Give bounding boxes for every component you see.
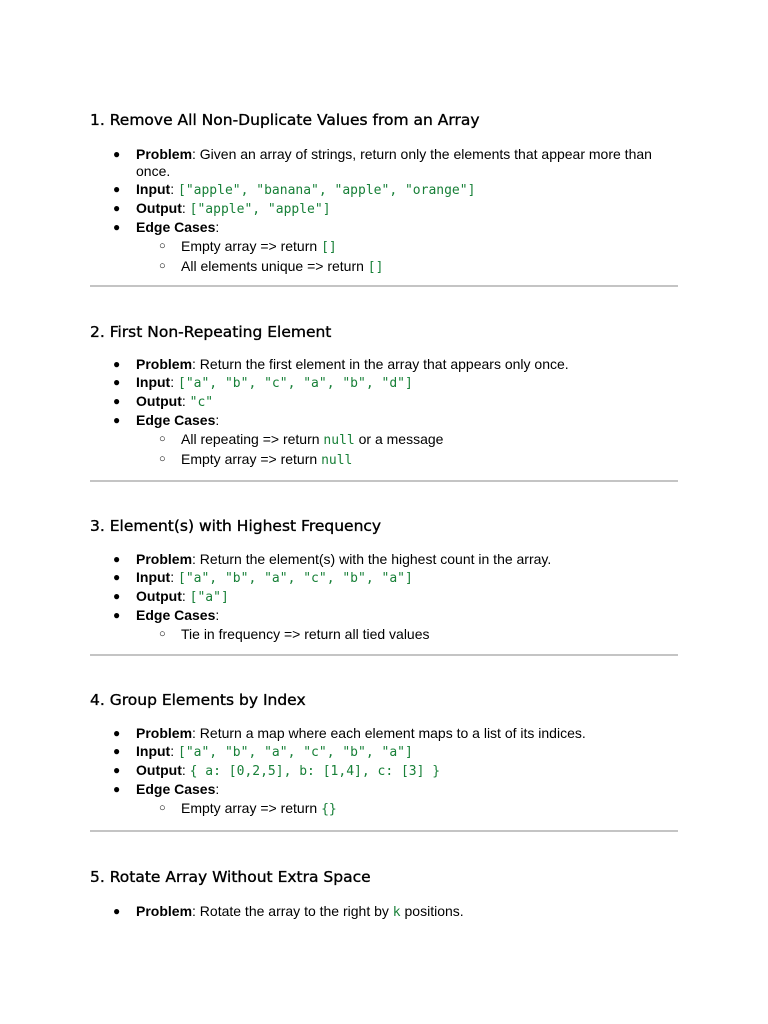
input-label: Input — [136, 181, 171, 197]
edge-cases-list — [136, 238, 680, 276]
output-item — [90, 762, 680, 780]
output-item — [90, 200, 680, 218]
input-code: ["apple", "banana", "apple", "orange"] — [178, 183, 476, 198]
section-4 — [90, 690, 680, 820]
edge-cases-label: Edge Cases — [136, 412, 216, 428]
edge-case-code: [] — [367, 260, 384, 275]
edge-cases-list — [136, 800, 680, 818]
section-title: 4. Group Elements by Index — [90, 691, 306, 709]
problem-text: : Return the element(s) with the highest count in the array. — [192, 551, 552, 567]
edge-case-text: Empty array => return — [181, 451, 322, 467]
colon: : — [215, 219, 220, 235]
problem-item — [90, 356, 680, 373]
bullet-icon: ● — [113, 220, 121, 234]
output-item — [90, 588, 680, 606]
edge-cases-item — [90, 412, 680, 469]
input-label: Input — [136, 743, 171, 759]
edge-case-text: All elements unique => return — [181, 258, 368, 274]
problem-item — [90, 903, 680, 921]
output-label: Output — [136, 762, 182, 778]
colon: : — [170, 181, 178, 197]
edge-case-item — [136, 451, 680, 469]
output-label: Output — [136, 393, 182, 409]
edge-case-item — [136, 626, 680, 643]
problem-item — [90, 551, 680, 568]
bullet-icon: ● — [113, 726, 121, 740]
bullet-icon: ● — [113, 570, 121, 584]
edge-case-code: null — [321, 453, 353, 468]
edge-case-item — [136, 800, 680, 818]
colon: : — [170, 569, 178, 585]
section-2 — [90, 322, 680, 471]
problem-after: positions. — [400, 903, 464, 919]
edge-case-code: [] — [321, 240, 337, 255]
section-bullets — [90, 725, 680, 818]
circle-bullet-icon: ○ — [159, 802, 166, 814]
problem-text: : Return a map where each element maps to a list of its indices. — [192, 725, 586, 741]
edge-case-code: {} — [321, 802, 337, 817]
output-code: "c" — [189, 395, 214, 410]
bullet-icon: ● — [113, 357, 121, 371]
horizontal-divider — [90, 654, 678, 656]
colon: : — [170, 743, 178, 759]
edge-case-item — [136, 258, 680, 276]
input-code: ["a", "b", "a", "c", "b", "a"] — [178, 745, 413, 760]
input-item — [90, 569, 680, 587]
edge-case-text: All repeating => return — [181, 431, 324, 447]
edge-cases-item — [90, 219, 680, 276]
problem-text: : Rotate the array to the right by — [192, 903, 393, 919]
edge-cases-item — [90, 781, 680, 818]
input-label: Input — [136, 569, 171, 585]
bullet-icon: ● — [113, 147, 121, 161]
edge-case-text: Empty array => return — [181, 238, 322, 254]
edge-case-text: Empty array => return — [181, 800, 322, 816]
output-code: ["a"] — [189, 590, 229, 605]
colon: : — [181, 762, 190, 778]
problem-text: : Given an array of strings, return only the elements that appear more than once. — [136, 146, 652, 179]
bullet-icon: ● — [113, 744, 121, 758]
problem-label: Problem — [136, 725, 193, 741]
input-item — [90, 743, 680, 761]
output-code: ["apple", "apple"] — [189, 202, 331, 217]
input-item — [90, 374, 680, 392]
horizontal-divider — [90, 285, 678, 287]
output-item — [90, 393, 680, 411]
circle-bullet-icon: ○ — [159, 433, 166, 445]
section-title: 1. Remove All Non-Duplicate Values from an Array — [90, 111, 480, 129]
bullet-icon: ● — [113, 552, 121, 566]
edge-cases-list — [136, 431, 680, 469]
circle-bullet-icon: ○ — [159, 453, 166, 465]
section-bullets — [90, 903, 680, 921]
horizontal-divider — [90, 830, 678, 832]
colon: : — [215, 781, 220, 797]
circle-bullet-icon: ○ — [159, 260, 166, 272]
edge-case-text: Tie in frequency => return all tied values — [181, 626, 430, 642]
output-code: { a: [0,2,5], b: [1,4], c: [3] } — [189, 764, 441, 779]
circle-bullet-icon: ○ — [159, 628, 166, 640]
colon: : — [215, 412, 220, 428]
section-3 — [90, 516, 680, 645]
section-title: 5. Rotate Array Without Extra Space — [90, 868, 371, 886]
bullet-icon: ● — [113, 763, 121, 777]
input-item — [90, 181, 680, 199]
input-label: Input — [136, 374, 171, 390]
problem-label: Problem — [136, 903, 193, 919]
input-code: ["a", "b", "c", "a", "b", "d"] — [178, 376, 413, 391]
edge-case-after: or a message — [354, 431, 444, 447]
section-1 — [90, 110, 680, 278]
edge-cases-label: Edge Cases — [136, 781, 216, 797]
bullet-icon: ● — [113, 375, 121, 389]
bullet-icon: ● — [113, 201, 121, 215]
section-5 — [90, 867, 680, 922]
edge-case-item — [136, 431, 680, 449]
output-label: Output — [136, 588, 182, 604]
bullet-icon: ● — [113, 782, 121, 796]
bullet-icon: ● — [113, 589, 121, 603]
edge-case-item — [136, 238, 680, 256]
circle-bullet-icon: ○ — [159, 240, 166, 252]
section-bullets — [90, 146, 680, 276]
section-title: 3. Element(s) with Highest Frequency — [90, 517, 382, 535]
bullet-icon: ● — [113, 413, 121, 427]
colon: : — [181, 588, 190, 604]
bullet-icon: ● — [113, 394, 121, 408]
colon: : — [215, 607, 220, 623]
edge-cases-list — [136, 626, 680, 643]
problem-label: Problem — [136, 146, 193, 162]
bullet-icon: ● — [113, 904, 121, 918]
problem-text: : Return the first element in the array that appears only once. — [192, 356, 569, 372]
problem-item — [90, 146, 680, 180]
edge-cases-label: Edge Cases — [136, 219, 216, 235]
problem-code: k — [392, 905, 401, 920]
output-label: Output — [136, 200, 182, 216]
problem-label: Problem — [136, 551, 193, 567]
colon: : — [181, 200, 190, 216]
bullet-icon: ● — [113, 182, 121, 196]
bullet-icon: ● — [113, 608, 121, 622]
colon: : — [170, 374, 178, 390]
edge-cases-label: Edge Cases — [136, 607, 216, 623]
section-bullets — [90, 551, 680, 643]
horizontal-divider — [90, 480, 678, 482]
section-bullets — [90, 356, 680, 469]
problem-item — [90, 725, 680, 742]
edge-cases-item — [90, 607, 680, 643]
colon: : — [181, 393, 190, 409]
section-title: 2. First Non-Repeating Element — [90, 323, 332, 341]
problem-label: Problem — [136, 356, 193, 372]
edge-case-code: null — [323, 433, 355, 448]
input-code: ["a", "b", "a", "c", "b", "a"] — [178, 571, 413, 586]
